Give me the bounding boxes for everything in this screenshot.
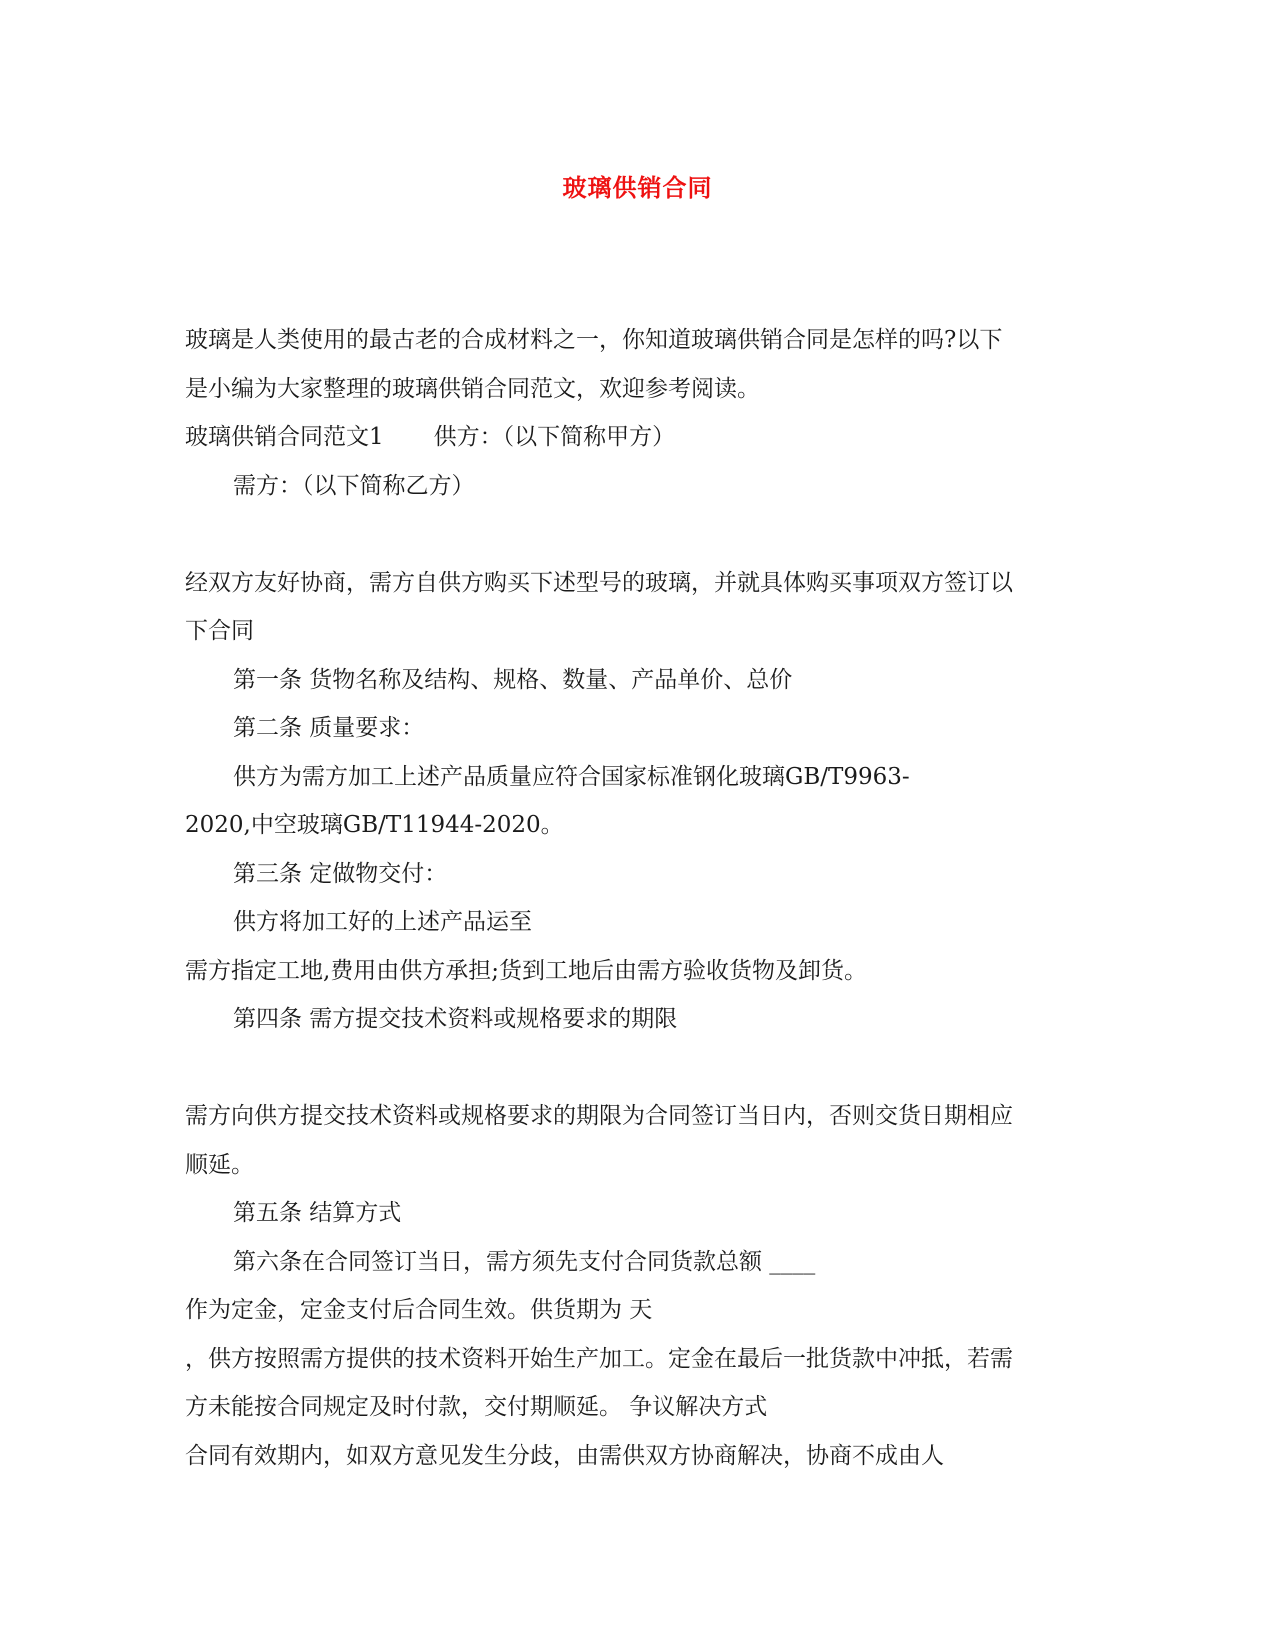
article-6-text-2: 作为定金，定金支付后合同生效。供货期为 天 — [185, 1297, 653, 1323]
article-4-heading: 第四条 需方提交技术资料或规格要求的期限 — [233, 1006, 678, 1032]
sample-heading-line — [185, 413, 1090, 462]
article-2-heading: 第二条 质量要求： — [233, 715, 425, 741]
buyer-label: 需方：（以下简称乙方） — [233, 472, 475, 499]
article-2-text-1: 供方为需方加工上述产品质量应符合国家标准钢化玻璃GB/T9963- — [233, 763, 910, 790]
article-5-heading: 第五条 结算方式 — [233, 1200, 402, 1226]
preamble-line-2: 下合同 — [185, 618, 254, 644]
article-3-text-2: 需方指定工地,费用由供方承担;货到工地后由需方验收货物及卸货。 — [185, 957, 868, 984]
article-1-heading: 第一条 货物名称及结构、规格、数量、产品单价、总价 — [233, 666, 793, 693]
article-3-text-1: 供方将加工好的上述产品运至 — [233, 909, 532, 935]
supplier-label: 供方：（以下简称甲方） — [433, 424, 676, 450]
intro-line-2: 是小编为大家整理的玻璃供销合同范文，欢迎参考阅读。 — [185, 375, 760, 402]
document-body — [185, 316, 1090, 1480]
article-6-text-1: 第六条在合同签订当日，需方须先支付合同货款总额 ____ — [233, 1248, 816, 1275]
dispute-text-1: 合同有效期内，如双方意见发生分歧，由需供双方协商解决，协商不成由人 — [185, 1442, 944, 1469]
article-4-text-2: 顺延。 — [185, 1151, 254, 1178]
article-3-heading: 第三条 定做物交付： — [233, 860, 448, 887]
article-2-text-2: 2020,中空玻璃GB/T11944-2020。 — [185, 812, 564, 838]
article-6-text-3: ，供方按照需方提供的技术资料开始生产加工。定金在最后一批货款中冲抵，若需 — [185, 1345, 1013, 1372]
intro-line-1: 玻璃是人类使用的最古老的合成材料之一，你知道玻璃供销合同是怎样的吗?以下 — [185, 327, 1003, 353]
document-title: 玻璃供销合同 — [562, 173, 713, 202]
preamble-line-1: 经双方友好协商，需方自供方购买下述型号的玻璃，并就具体购买事项双方签订以 — [185, 569, 1013, 596]
article-6-text-4: 方未能按合同规定及时付款，交付期顺延。 争议解决方式 — [185, 1394, 768, 1420]
article-4-text-1: 需方向供方提交技术资料或规格要求的期限为合同签订当日内，否则交货日期相应 — [185, 1103, 1013, 1129]
sample-heading: 玻璃供销合同范文1 — [185, 424, 384, 450]
